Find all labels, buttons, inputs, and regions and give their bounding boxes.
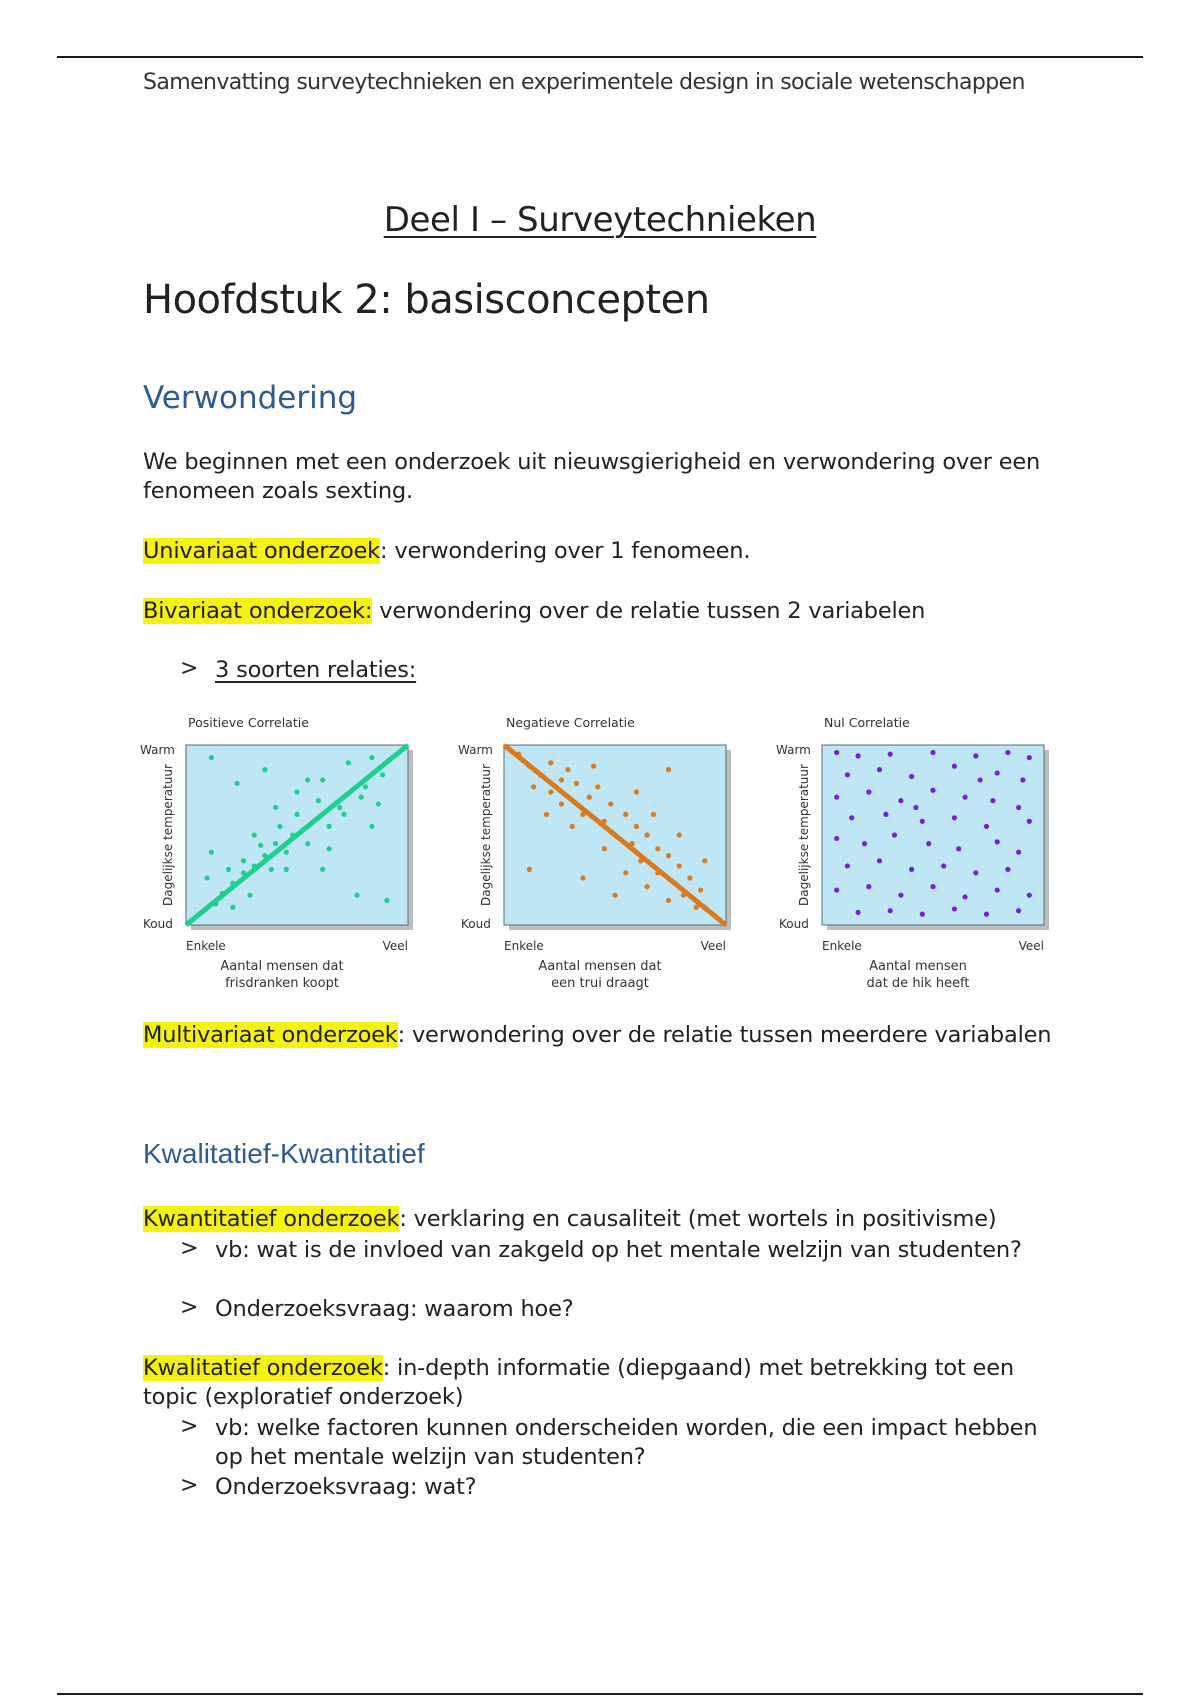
data-point — [380, 772, 385, 777]
data-point — [920, 912, 925, 917]
bullet-marker: > — [180, 1414, 199, 1439]
data-point — [973, 753, 978, 758]
data-point — [677, 863, 682, 868]
chapter-title: Hoofdstuk 2: basisconcepten — [143, 277, 710, 323]
data-point — [845, 772, 850, 777]
data-point — [1020, 777, 1025, 782]
y-axis-label: Dagelijkse temperatuur — [797, 764, 811, 906]
data-point — [634, 789, 639, 794]
part-title: Deel I – Surveytechnieken — [383, 200, 817, 240]
data-point — [1027, 755, 1032, 760]
bullet-marker: > — [180, 656, 199, 681]
data-point — [209, 850, 214, 855]
multivariaat-definition: : verwondering over de relatie tussen meerdere variabalen — [397, 1022, 1052, 1048]
data-point — [883, 812, 888, 817]
bullet-marker: > — [180, 1236, 199, 1261]
data-point — [587, 795, 592, 800]
y-axis-label: Dagelijkse temperatuur — [161, 764, 175, 906]
data-point — [888, 908, 893, 913]
data-point — [834, 887, 839, 892]
data-point — [262, 767, 267, 772]
section-heading-verwondering: Verwondering — [143, 380, 358, 416]
bivariaat-definition: verwondering over de relatie tussen 2 variabelen — [372, 598, 926, 624]
data-point — [898, 798, 903, 803]
x-axis-label: Aantal mensen — [869, 959, 967, 974]
chart-title: Nul Correlatie — [824, 715, 910, 730]
data-point — [977, 777, 982, 782]
data-point — [952, 764, 957, 769]
x-high-label: Veel — [382, 939, 408, 953]
data-point — [698, 887, 703, 892]
data-point — [877, 858, 882, 863]
data-point — [612, 893, 617, 898]
data-point — [834, 795, 839, 800]
data-point — [608, 801, 613, 806]
data-point — [963, 894, 968, 899]
x-axis-label: Aantal mensen dat — [220, 959, 344, 974]
data-point — [990, 798, 995, 803]
multivariaat-paragraph — [143, 1021, 1063, 1050]
data-point — [666, 767, 671, 772]
data-point — [346, 760, 351, 765]
data-point — [369, 755, 374, 760]
data-point — [1016, 850, 1021, 855]
data-point — [544, 812, 549, 817]
data-point — [909, 774, 914, 779]
y-high-label: Warm — [458, 743, 493, 757]
data-point — [595, 784, 600, 789]
data-point — [559, 801, 564, 806]
data-point — [677, 832, 682, 837]
data-point — [273, 841, 278, 846]
x-low-label: Enkele — [822, 939, 862, 953]
data-point — [984, 912, 989, 917]
data-point — [363, 784, 368, 789]
data-point — [354, 893, 359, 898]
data-point — [651, 812, 656, 817]
y-high-label: Warm — [776, 743, 811, 757]
data-point — [565, 767, 570, 772]
data-point — [327, 846, 332, 851]
data-point — [234, 781, 239, 786]
data-point — [531, 784, 536, 789]
kwalitatief-term: Kwalitatief onderzoek — [143, 1355, 383, 1381]
data-point — [909, 867, 914, 872]
data-point — [952, 815, 957, 820]
data-point — [1016, 805, 1021, 810]
data-point — [369, 824, 374, 829]
data-point — [920, 819, 925, 824]
data-point — [305, 777, 310, 782]
data-point — [269, 867, 274, 872]
kwantitatief-definition: : verklaring en causaliteit (met wortels in positivisme) — [399, 1206, 997, 1232]
x-low-label: Enkele — [186, 939, 226, 953]
data-point — [866, 884, 871, 889]
x-high-label: Veel — [700, 939, 726, 953]
correlation-charts — [140, 710, 1060, 1000]
kwalitatief-paragraph — [143, 1354, 1063, 1412]
data-point — [527, 867, 532, 872]
data-point — [930, 750, 935, 755]
data-point — [316, 798, 321, 803]
plot-area — [822, 745, 1044, 925]
section-heading-kwalitatief-kwantitatief: Kwalitatief-Kwantitatief — [143, 1138, 425, 1169]
data-point — [284, 850, 289, 855]
data-point — [898, 893, 903, 898]
data-point — [277, 824, 282, 829]
chart-title: Positieve Correlatie — [188, 715, 309, 730]
data-point — [866, 789, 871, 794]
data-point — [241, 858, 246, 863]
univariaat-definition: : verwondering over 1 fenomeen. — [380, 538, 751, 564]
multivariaat-term: Multivariaat onderzoek — [143, 1022, 398, 1048]
data-point — [559, 777, 564, 782]
data-point — [952, 906, 957, 911]
data-point — [623, 812, 628, 817]
kwantitatief-term: Kwantitatief onderzoek — [143, 1206, 400, 1232]
data-point — [845, 863, 850, 868]
data-point — [1005, 867, 1010, 872]
data-point — [973, 870, 978, 875]
data-point — [205, 875, 210, 880]
data-point — [956, 846, 961, 851]
data-point — [327, 824, 332, 829]
data-point — [284, 867, 289, 872]
data-point — [294, 812, 299, 817]
data-point — [856, 753, 861, 758]
kwantitatief-paragraph — [143, 1205, 1063, 1234]
data-point — [320, 867, 325, 872]
data-point — [305, 841, 310, 846]
data-point — [702, 858, 707, 863]
y-low-label: Koud — [779, 917, 809, 931]
data-point — [834, 836, 839, 841]
y-high-label: Warm — [140, 743, 175, 757]
kwantitatief-bullet-2: Onderzoeksvraag: waarom hoe? — [215, 1296, 574, 1322]
x-high-label: Veel — [1018, 939, 1044, 953]
univariaat-term: Univariaat onderzoek — [143, 538, 380, 564]
bivariaat-term: Bivariaat onderzoek: — [143, 598, 373, 624]
y-axis-label: Dagelijkse temperatuur — [479, 764, 493, 906]
data-point — [384, 898, 389, 903]
data-point — [1027, 893, 1032, 898]
data-point — [548, 760, 553, 765]
x-axis-label: Aantal mensen dat — [538, 959, 662, 974]
bullet-marker: > — [180, 1473, 199, 1498]
data-point — [995, 839, 1000, 844]
data-point — [294, 789, 299, 794]
data-point — [574, 781, 579, 786]
data-point — [984, 824, 989, 829]
data-point — [941, 863, 946, 868]
chart-title: Negatieve Correlatie — [506, 715, 635, 730]
data-point — [930, 788, 935, 793]
data-point — [320, 777, 325, 782]
data-point — [856, 910, 861, 915]
data-point — [359, 795, 364, 800]
data-point — [1027, 819, 1032, 824]
data-point — [591, 764, 596, 769]
x-axis-label: dat de hik heeft — [866, 976, 970, 991]
data-point — [849, 815, 854, 820]
data-point — [230, 905, 235, 910]
top-rule — [57, 56, 1143, 58]
data-point — [602, 846, 607, 851]
data-point — [666, 853, 671, 858]
x-axis-label: een trui draagt — [551, 976, 649, 991]
kwalitatief-definition: : in-depth informatie (diepgaand) met betrekking tot een topic (exploratief onderzoek) — [143, 1355, 1014, 1410]
data-point — [862, 841, 867, 846]
data-point — [930, 884, 935, 889]
data-point — [247, 893, 252, 898]
data-point — [226, 867, 231, 872]
data-point — [877, 767, 882, 772]
x-low-label: Enkele — [504, 939, 544, 953]
data-point — [1005, 750, 1010, 755]
data-point — [913, 805, 918, 810]
relaties-bullet: 3 soorten relaties: — [215, 657, 417, 683]
univariaat-paragraph — [143, 537, 1063, 566]
data-point — [570, 824, 575, 829]
data-point — [1016, 908, 1021, 913]
kwalitatief-bullet-2: Onderzoeksvraag: wat? — [215, 1474, 477, 1500]
data-point — [337, 805, 342, 810]
bivariaat-paragraph — [143, 597, 1063, 626]
running-header: Samenvatting surveytechnieken en experimentele design in sociale wetenschappen — [143, 70, 1025, 95]
data-point — [892, 832, 897, 837]
intro-paragraph: We beginnen met een onderzoek uit nieuwsgierigheid en verwondering over een fenomeen zoals sexting. — [143, 449, 1041, 504]
data-point — [634, 824, 639, 829]
data-point — [687, 875, 692, 880]
data-point — [834, 750, 839, 755]
data-point — [655, 846, 660, 851]
data-point — [995, 887, 1000, 892]
data-point — [341, 812, 346, 817]
data-point — [888, 752, 893, 757]
bullet-marker: > — [180, 1295, 199, 1320]
data-point — [258, 843, 263, 848]
data-point — [580, 875, 585, 880]
data-point — [963, 795, 968, 800]
bottom-rule — [57, 1693, 1143, 1695]
y-low-label: Koud — [461, 917, 491, 931]
data-point — [252, 832, 257, 837]
data-point — [623, 870, 628, 875]
data-point — [273, 805, 278, 810]
data-point — [645, 884, 650, 889]
data-point — [666, 898, 671, 903]
data-point — [995, 770, 1000, 775]
y-low-label: Koud — [143, 917, 173, 931]
data-point — [645, 832, 650, 837]
data-point — [376, 801, 381, 806]
x-axis-label: frisdranken koopt — [225, 976, 339, 991]
kwalitatief-bullet-1: vb: welke factoren kunnen onderscheiden worden, die een impact hebben op het mentale welzijn van studenten? — [215, 1415, 1038, 1470]
data-point — [209, 755, 214, 760]
kwantitatief-bullet-1: vb: wat is de invloed van zakgeld op het mentale welzijn van studenten? — [215, 1237, 1022, 1263]
data-point — [548, 789, 553, 794]
data-point — [926, 841, 931, 846]
